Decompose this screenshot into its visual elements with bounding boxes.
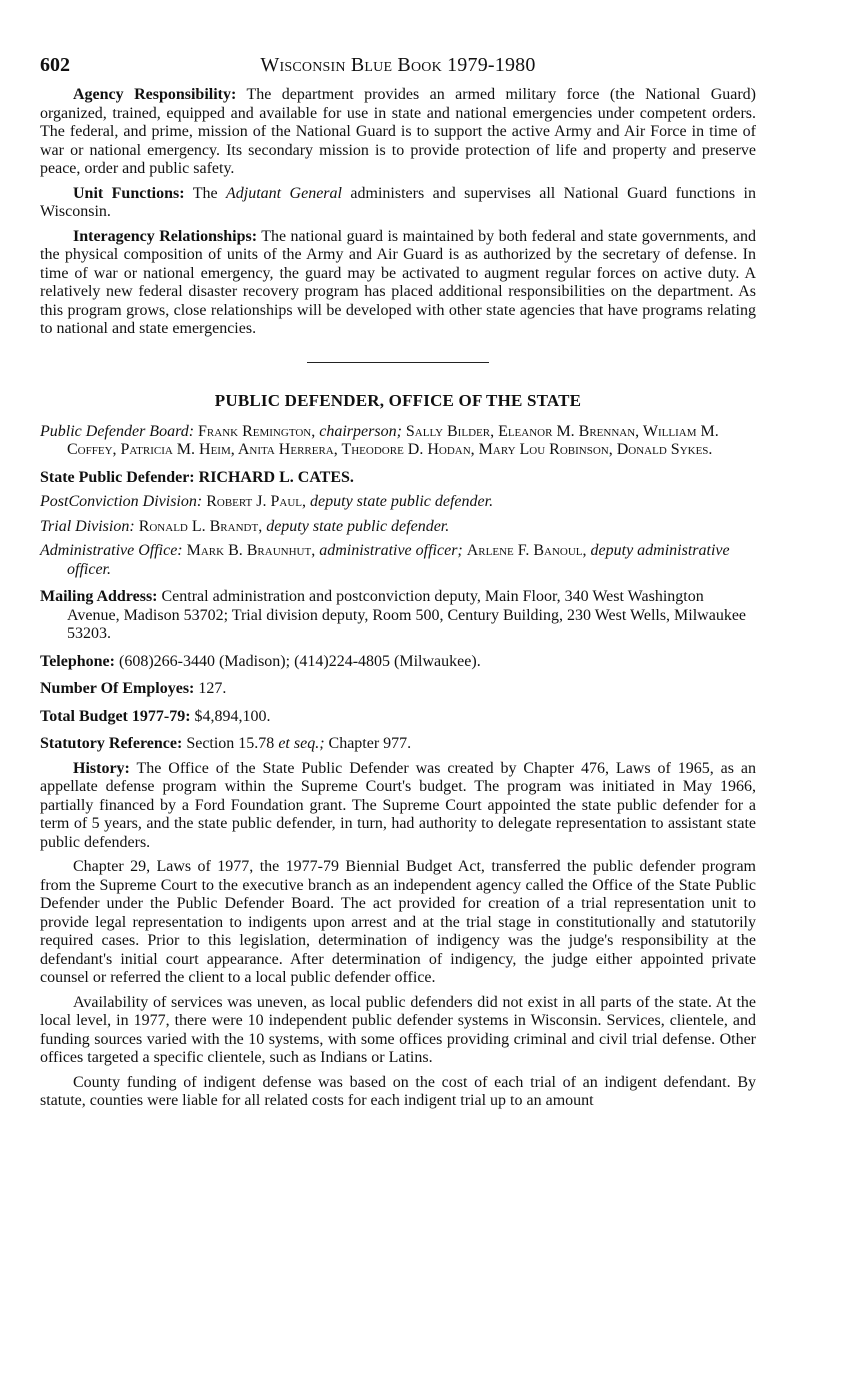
interagency-paragraph	[40, 228, 756, 339]
telephone-entry	[40, 653, 756, 672]
trial-division-name: Ronald L. Brandt	[138, 517, 259, 535]
statutory-text-before: Section 15.78	[182, 735, 279, 752]
state-defender-label: State Public Defender:	[40, 468, 195, 486]
trial-division-role: deputy state public defender.	[266, 517, 450, 535]
telephone-label: Telephone:	[40, 652, 115, 670]
interagency-label: Interagency Relationships:	[73, 227, 258, 245]
postconviction-role: deputy state public defender.	[310, 493, 494, 510]
state-defender-entry	[40, 469, 756, 488]
history-paragraph-3: Availability of services was uneven, as local public defenders did not exist in all parts of the state. At the local level, in 1977, there were 10 independent public defender systems in Wisconsin. Services, clientele, and funding sources varied with the 10 systems, with some offices providing criminal and civil trial defense. Other offices targeted a specific clientele, such as Indians or Latins.	[40, 993, 756, 1066]
unit-functions-text-before: The	[184, 184, 227, 202]
document-page	[40, 54, 756, 1111]
statutory-label: Statutory Reference:	[40, 735, 183, 752]
history-label: History:	[73, 759, 130, 777]
postconviction-entry: PostConviction Division: Robert J. Paul, deputy state public defender.	[40, 493, 494, 510]
mailing-text: Central administration and postconviction deputy, Main Floor, 340 West Washington Avenue, Madison 53702; Trial division deputy, Room 500, Century Building, 230 West Wells, Milwaukee 53203.	[67, 588, 747, 642]
state-defender-name: RICHARD L. CATES.	[198, 468, 354, 486]
trial-division-entry: Trial Division: Ronald L. Brandt, deputy state public defender.	[40, 517, 450, 535]
trial-division-label: Trial Division:	[40, 517, 135, 535]
mailing-label: Mailing Address:	[40, 588, 158, 605]
budget-entry	[40, 708, 756, 727]
unit-functions-paragraph	[40, 185, 756, 222]
board-members: Sally Bilder, Eleanor M. Brennan, William M. Coffey, Patricia M. Heim, Anita Herrera, Theodore D. Hodan, Mary Lou Robinson, Donald Sykes.	[67, 422, 719, 458]
deputy-admin-officer-role: deputy administrative officer.	[67, 542, 730, 578]
unit-functions-label: Unit Functions:	[73, 184, 185, 202]
interagency-text: The national guard is maintained by both federal and state governments, and the physical composition of units of the Army and Air Guard is as authorized by the secretary of defense. In time of war or national emergency, the guard may be activated to augment regular forces on active duty. A relatively new federal disaster recovery program has placed additional responsibilities on the department. As this program grows, close relationships will be developed with other state agencies that have programs relating to national and state emergencies.	[40, 227, 756, 337]
statutory-text-after: Chapter 977.	[324, 735, 412, 752]
section-title: PUBLIC DEFENDER, OFFICE OF THE STATE	[214, 390, 582, 410]
mailing-address-entry	[40, 588, 756, 644]
board-entry: Public Defender Board: Frank Remington, chairperson; Sally Bilder, Eleanor M. Brennan, William M. Coffey, Patricia M. Heim, Anita Herrera, Theodore D. Hodan, Mary Lou Robinson, Donald Sykes.	[40, 422, 719, 458]
agency-responsibility-text: The department provides an armed military force (the National Guard) organized, trained, equipped and available for use in state and national emergencies under competent orders. The federal, and prime, mission of the National Guard is to support the active Army and Air Force in time of war or national emergency. Its secondary mission is to provide protection of life and property and preserve peace, order and public safety.	[40, 86, 757, 177]
budget-value: $4,894,100.	[190, 707, 271, 725]
admin-officer-name: Mark B. Braunhut	[186, 542, 312, 559]
employees-value: 127.	[194, 680, 227, 697]
board-chair-name: Frank Remington	[198, 422, 312, 440]
statutory-italic: et seq.;	[278, 735, 325, 752]
telephone-text: (608)266-3440 (Madison); (414)224-4805 (Milwaukee).	[114, 652, 481, 670]
admin-office-entry: Administrative Office: Mark B. Braunhut, administrative officer; Arlene F. Banoul, deputy administrative officer.	[40, 542, 730, 578]
board-label: Public Defender Board:	[40, 422, 195, 440]
running-head	[40, 54, 756, 86]
book-title: Wisconsin Blue Book 1979-1980	[260, 54, 536, 76]
history-text-1: The Office of the State Public Defender was created by Chapter 476, Laws of 1965, as an appellate defense program within the Supreme Court's budget. The program was initiated in May 1966, partially financed by a Ford Foundation grant. The Supreme Court appointed the state public defender for a term of 5 years, and the state public defender, in turn, had authority to delegate representation to assistant state public defenders.	[40, 759, 756, 851]
admin-office-label: Administrative Office:	[40, 542, 183, 559]
section-divider	[307, 362, 489, 363]
budget-label: Total Budget 1977-79:	[40, 707, 191, 725]
employees-label: Number Of Employes:	[40, 680, 195, 697]
unit-functions-text-after: administers and supervises all National Guard functions in Wisconsin.	[40, 184, 756, 220]
deputy-admin-officer-name: Arlene F. Banoul	[466, 542, 583, 559]
statutory-entry	[40, 735, 756, 754]
postconviction-label: PostConviction Division:	[40, 493, 203, 510]
page-number: 602	[40, 54, 70, 76]
admin-officer-role: administrative officer;	[319, 542, 463, 559]
agency-responsibility-label: Agency Responsibility:	[73, 86, 237, 103]
history-paragraph-1	[40, 760, 756, 853]
board-chair-role: chairperson;	[319, 422, 402, 440]
agency-responsibility-paragraph	[40, 86, 756, 179]
adjutant-general-term: Adjutant General	[226, 184, 342, 202]
history-paragraph-2: Chapter 29, Laws of 1977, the 1977-79 Biennial Budget Act, transferred the public defender program from the Supreme Court to the executive branch as an independent agency called the Office of the State Public Defender under the Public Defender Board. The act provided for creation of a trial representation unit to provide legal representation to indigents upon arrest and at the trial stage in constitutionally and statutorily required cases. Prior to this legislation, determination of indigency was the judge's responsibility at the defendant's initial court appearance. After determination of indigency, the judge either appointed private counsel or referred the client to a local public defender office.	[40, 858, 756, 986]
postconviction-name: Robert J. Paul	[206, 493, 303, 510]
employees-entry	[40, 680, 756, 699]
history-paragraph-4: County funding of indigent defense was based on the cost of each trial of an indigent defendant. By statute, counties were liable for all related costs for each indigent trial up to an amount	[40, 1073, 756, 1109]
